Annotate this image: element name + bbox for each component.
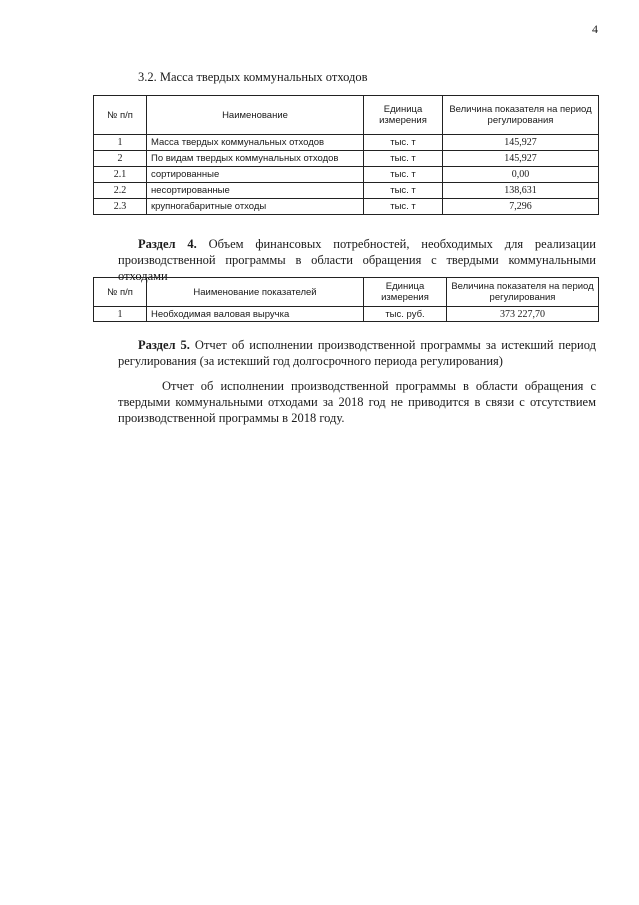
cell-unit: тыс. т	[364, 151, 443, 167]
cell-unit: тыс. т	[364, 199, 443, 215]
cell-num: 2.1	[94, 167, 147, 183]
report-paragraph: Отчет об исполнении производственной программы в области обращения с твердыми коммунальными отходами за 2018 год не приводится в связи с отсутствием производственной программы в 2018 году.	[118, 379, 596, 425]
col-header-name: Наименование показателей	[147, 278, 364, 307]
cell-name: Необходимая валовая выручка	[147, 307, 364, 322]
section5-text: Отчет об исполнении производственной программы за истекший период регулирования (за истекший год долгосрочного периода регулирования)	[118, 338, 596, 368]
cell-num: 1	[94, 307, 147, 322]
page-number: 4	[592, 22, 598, 36]
col-header-name: Наименование	[147, 96, 364, 135]
cell-unit: тыс. т	[364, 135, 443, 151]
cell-unit: тыс. руб.	[364, 307, 447, 322]
cell-num: 1	[94, 135, 147, 151]
financial-needs-table	[93, 277, 599, 322]
table-row	[94, 167, 599, 183]
table-header-row	[94, 96, 599, 135]
col-header-unit: Единица измерения	[364, 278, 447, 307]
col-header-value: Величина показателя на период регулирования	[447, 278, 599, 307]
col-header-value: Величина показателя на период регулирования	[443, 96, 599, 135]
table1-title: 3.2. Масса твердых коммунальных отходов	[138, 70, 368, 84]
cell-name: По видам твердых коммунальных отходов	[147, 151, 364, 167]
col-header-num: № п/п	[94, 278, 147, 307]
table-row	[94, 151, 599, 167]
table-row	[94, 135, 599, 151]
cell-num: 2	[94, 151, 147, 167]
col-header-num: № п/п	[94, 96, 147, 135]
cell-value: 138,631	[443, 183, 599, 199]
cell-name: несортированные	[147, 183, 364, 199]
cell-unit: тыс. т	[364, 183, 443, 199]
cell-num: 2.2	[94, 183, 147, 199]
cell-value: 145,927	[443, 151, 599, 167]
table-row	[94, 199, 599, 215]
table-row	[94, 183, 599, 199]
cell-value: 373 227,70	[447, 307, 599, 322]
section5-label: Раздел 5.	[138, 338, 190, 352]
waste-mass-table	[93, 95, 599, 215]
section4-label: Раздел 4.	[138, 237, 197, 251]
col-header-unit: Единица измерения	[364, 96, 443, 135]
table-header-row	[94, 278, 599, 307]
cell-name: Масса твердых коммунальных отходов	[147, 135, 364, 151]
section4-text: Объем финансовых потребностей, необходимых для реализации производственной программы в области обращения с твердыми коммунальными отходами	[118, 237, 596, 283]
cell-name: крупногабаритные отходы	[147, 199, 364, 215]
cell-num: 2.3	[94, 199, 147, 215]
section5-heading	[118, 337, 596, 369]
cell-value: 145,927	[443, 135, 599, 151]
cell-value: 0,00	[443, 167, 599, 183]
table-row	[94, 307, 599, 322]
cell-name: сортированные	[147, 167, 364, 183]
cell-unit: тыс. т	[364, 167, 443, 183]
cell-value: 7,296	[443, 199, 599, 215]
